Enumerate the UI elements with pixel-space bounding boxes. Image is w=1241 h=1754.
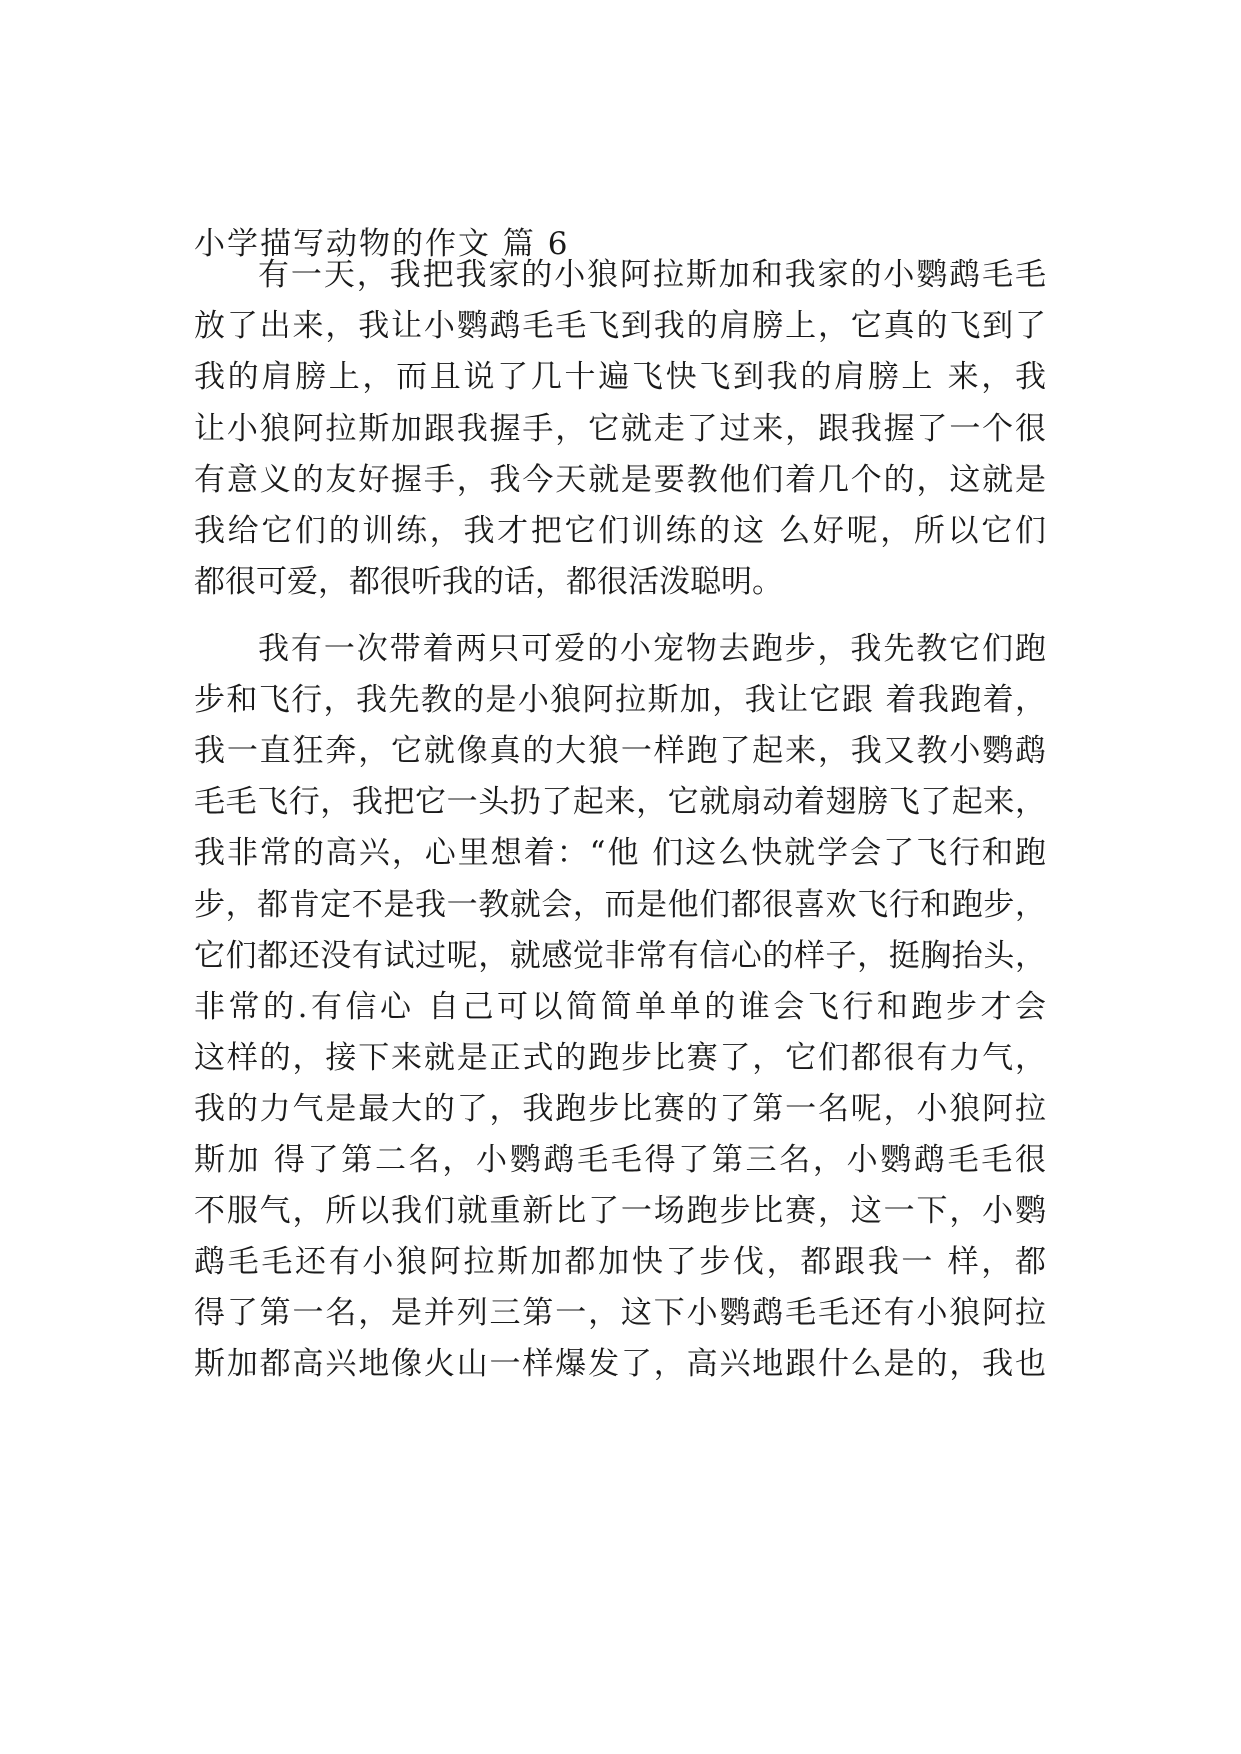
paragraph-line: 鹉毛毛还有小狼阿拉斯加都加快了步伐，都跟我一 样，都 [194,1244,1046,1280]
paragraph-line: 让小狼阿拉斯加跟我握手，它就走了过来，跟我握了一个很 [194,411,1046,447]
essay-title: 小学描写动物的作文 篇 6 [194,226,570,262]
paragraph-line: 放了出来，我让小鹦鹉毛毛飞到我的肩膀上，它真的飞到了 [194,308,1046,344]
paragraph-line: 它们都还没有试过呢，就感觉非常有信心的样子，挺胸抬头， [194,938,1046,974]
paragraph-line: 我非常的高兴，心里想着：“他 们这么快就学会了飞行和跑 [194,835,1046,871]
paragraph-line: 非常的.有信心 自己可以简简单单的谁会飞行和跑步才会 [194,989,1046,1025]
paragraph-line: 步和飞行，我先教的是小狼阿拉斯加，我让它跟 着我跑着， [194,682,1046,718]
paragraph-line: 这样的，接下来就是正式的跑步比赛了，它们都很有力气， [194,1040,1046,1076]
paragraph-line: 斯加 得了第二名，小鹦鹉毛毛得了第三名，小鹦鹉毛毛很 [194,1142,1046,1178]
paragraph-line: 有意义的友好握手，我今天就是要教他们着几个的，这就是 [194,462,1046,498]
paragraph-line: 都很可爱，都很听我的话，都很活泼聪明。 [194,564,783,600]
paragraph-line: 有一天，我把我家的小狼阿拉斯加和我家的小鹦鹉毛毛 [258,257,1046,293]
paragraph-line: 斯加都高兴地像火山一样爆发了，高兴地跟什么是的，我也 [194,1346,1046,1382]
paragraph-line: 我有一次带着两只可爱的小宠物去跑步，我先教它们跑 [258,631,1046,667]
paragraph-line: 不服气，所以我们就重新比了一场跑步比赛，这一下，小鹦 [194,1193,1046,1229]
paragraph-line: 我给它们的训练，我才把它们训练的这 么好呢，所以它们 [194,513,1046,549]
paragraph-line: 我的力气是最大的了，我跑步比赛的了第一名呢，小狼阿拉 [194,1091,1046,1127]
paragraph-line: 毛毛飞行，我把它一头扔了起来，它就扇动着翅膀飞了起来， [194,784,1046,820]
paragraph-line: 我一直狂奔，它就像真的大狼一样跑了起来，我又教小鹦鹉 [194,733,1046,769]
paragraph-line: 步，都肯定不是我一教就会，而是他们都很喜欢飞行和跑步， [194,887,1046,923]
paragraph-line: 得了第一名，是并列三第一，这下小鹦鹉毛毛还有小狼阿拉 [194,1295,1046,1331]
paragraph-line: 我的肩膀上，而且说了几十遍飞快飞到我的肩膀上 来，我 [194,359,1046,395]
